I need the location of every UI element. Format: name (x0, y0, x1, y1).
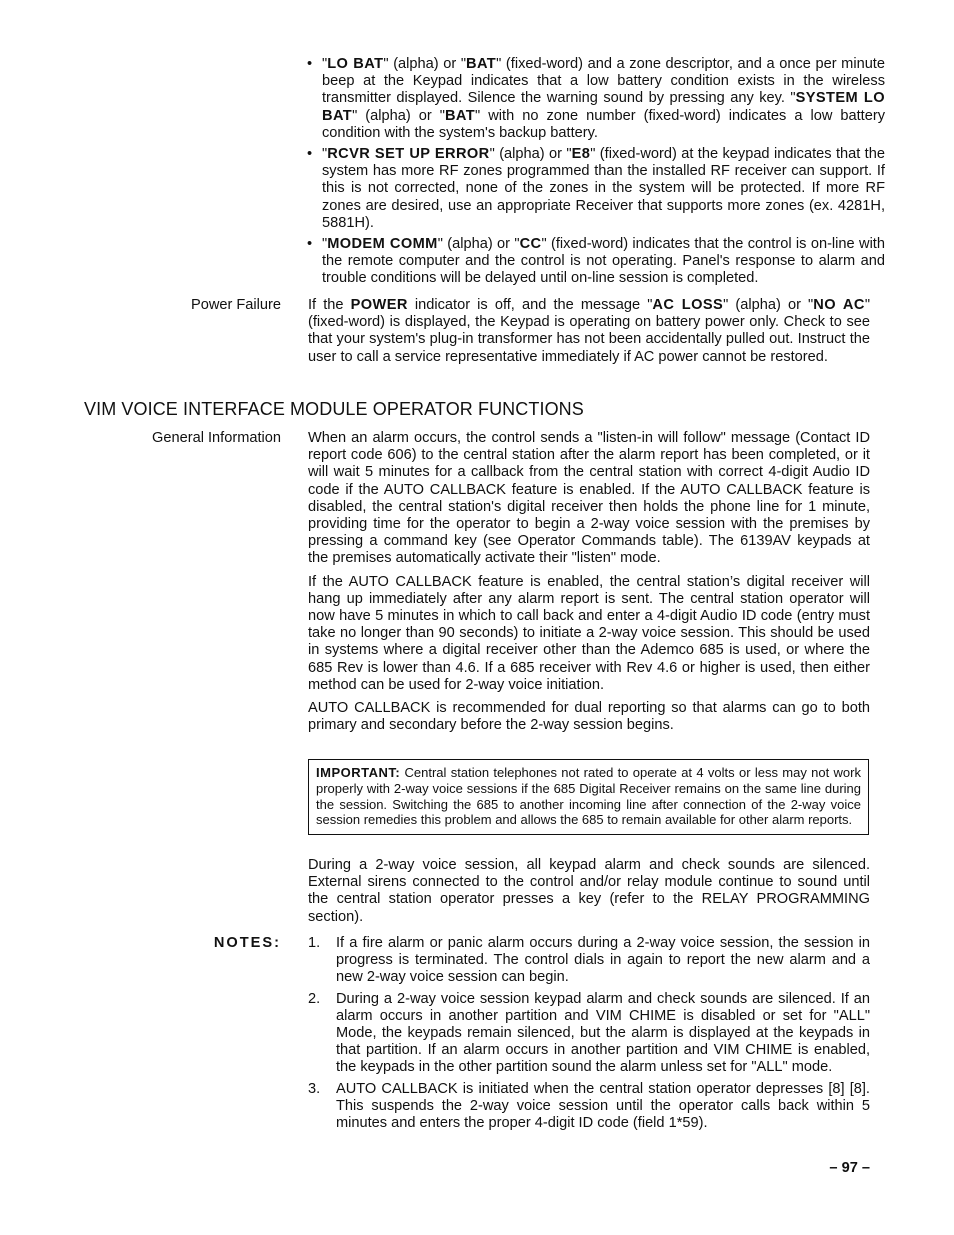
general-information-body (308, 430, 870, 740)
note-number: 3. (308, 1080, 321, 1097)
bullet-dot: • (307, 56, 313, 72)
list-item-rcvr-setup-error: • "RCVR SET UP ERROR" (alpha) or "E8" (fixed-word) at the keypad indicates that the system has more RF zones programmed than the installed RF receiver can support. If this is not corrected, none of the zones in the system will be protected. If more RF zones are desired, use an appropriate Receiver that supports more zones (ex. 4281H, 5881H). (307, 146, 885, 231)
note-text: If a fire alarm or panic alarm occurs during a 2-way voice session, the session in progress is terminated. The control dials in again to report the new alarm and a new 2-way voice session can begin. (336, 935, 870, 986)
section-heading: VIM VOICE INTERFACE MODULE OPERATOR FUNCTIONS (84, 399, 584, 419)
important-notice-box (308, 759, 869, 835)
important-label: IMPORTANT: (316, 765, 401, 780)
important-text: Central station telephones not rated to operate at 4 volts or less may not work properly with 2-way voice sessions if the 685 Digital Receiver remains on the same line during the session. Switching the 685 to another incoming line after connection of the 2-way voice session remedies this problem and allows the 685 to remain available for other alarm reports. (316, 765, 861, 828)
notes-label: NOTES: (213, 935, 281, 951)
note-text: AUTO CALLBACK is initiated when the central station operator depresses [8] [8]. This suspends the 2-way voice session until the operator calls back within 5 minutes and enters the proper 4-digit ID code (field 1*59). (336, 1080, 870, 1132)
notes-list (308, 935, 870, 1136)
paragraph: When an alarm occurs, the control sends a "listen-in will follow" message (Contact ID report code 606) to the central station after the alarm report has been completed, or it will wait 5 minutes for a callback from the central station with correct 4-digit Audio ID code if the AUTO CALLBACK feature is enabled. If the AUTO CALLBACK feature is disabled, the central station's digital receiver then holds the phone line for 1 minute, providing time for the operator to begin a 2-way voice session with the premises by pressing a command key (see Operator Commands table). The 6139AV keypads at the premises automatically activate their "listen" mode. (308, 430, 870, 567)
paragraph: AUTO CALLBACK is recommended for dual reporting so that alarms can go to both primary and secondary before the 2-way session begins. (308, 700, 870, 734)
paragraph: If the AUTO CALLBACK feature is enabled, the central station’s digital receiver will hang up immediately after any alarm report is sent. The central station operator will now have 5 minutes in which to call back and enter a 4-digit Audio ID code (entry must take no longer than 90 seconds) to initiate a 2-way voice session. This should be used in systems where a digital receiver other than the Ademco 685 is used, or where the 685 Rev is lower than 4.6. If a 685 receiver with Rev 4.6 or higher is used, then either method can be used for 2-way voice initiation. (308, 573, 870, 693)
status-message-list (307, 56, 885, 292)
list-item-modem-comm: • "MODEM COMM" (alpha) or "CC" (fixed-word) indicates that the control is on-line with the remote computer and the control is not operating. Panel's response to alarm and trouble conditions will be delayed until on-line session is completed. (307, 236, 885, 287)
voice-session-paragraph: During a 2-way voice session, all keypad alarm and check sounds are silenced. External sirens connected to the control and/or relay module continue to sound until the central station operator presses a key (refer to the RELAY PROGRAMMING section). (308, 857, 870, 925)
power-failure-label: Power Failure (190, 297, 281, 313)
bullet-dot: • (307, 146, 313, 163)
note-item (308, 991, 870, 1077)
note-number: 2. (308, 990, 321, 1007)
bullet-dot: • (307, 236, 313, 253)
power-failure-text: If the POWER indicator is off, and the message "AC LOSS" (alpha) or "NO AC" (fixed-word) is displayed, the Keypad is operating on battery power only. Check to see that your system's plug-in transformer has not been accidentally pulled out. Instruct the user to call a service representative immediately if AC power cannot be restored. (308, 297, 870, 365)
note-text: During a 2-way voice session keypad alarm and check sounds are silenced. If an alarm occurs in another partition and VIM CHIME is disabled or set for "ALL" Mode, the keypads remain silenced, but the alarm is displayed at the keypads in that partition. If an alarm occurs in another partition and VIM CHIME is enabled, the keypads in the other partition sound the alarm unless set for "ALL" mode. (336, 990, 870, 1076)
general-information-label: General Information (152, 430, 281, 446)
note-number: 1. (308, 935, 321, 951)
note-item (308, 935, 870, 987)
list-item-lo-bat: • "LO BAT" (alpha) or "BAT" (fixed-word) and a zone descriptor, and a once per minute beep at the Keypad indicates that a low battery condition exists in the wireless transmitter displayed. Silence the warning sound by pressing any key. "SYSTEM LO BAT" (alpha) or "BAT" with no zone number (fixed-word) indicates a low battery condition with the system's backup battery. (307, 56, 885, 141)
page-number: – 97 – (829, 1160, 870, 1176)
note-item (308, 1081, 870, 1133)
